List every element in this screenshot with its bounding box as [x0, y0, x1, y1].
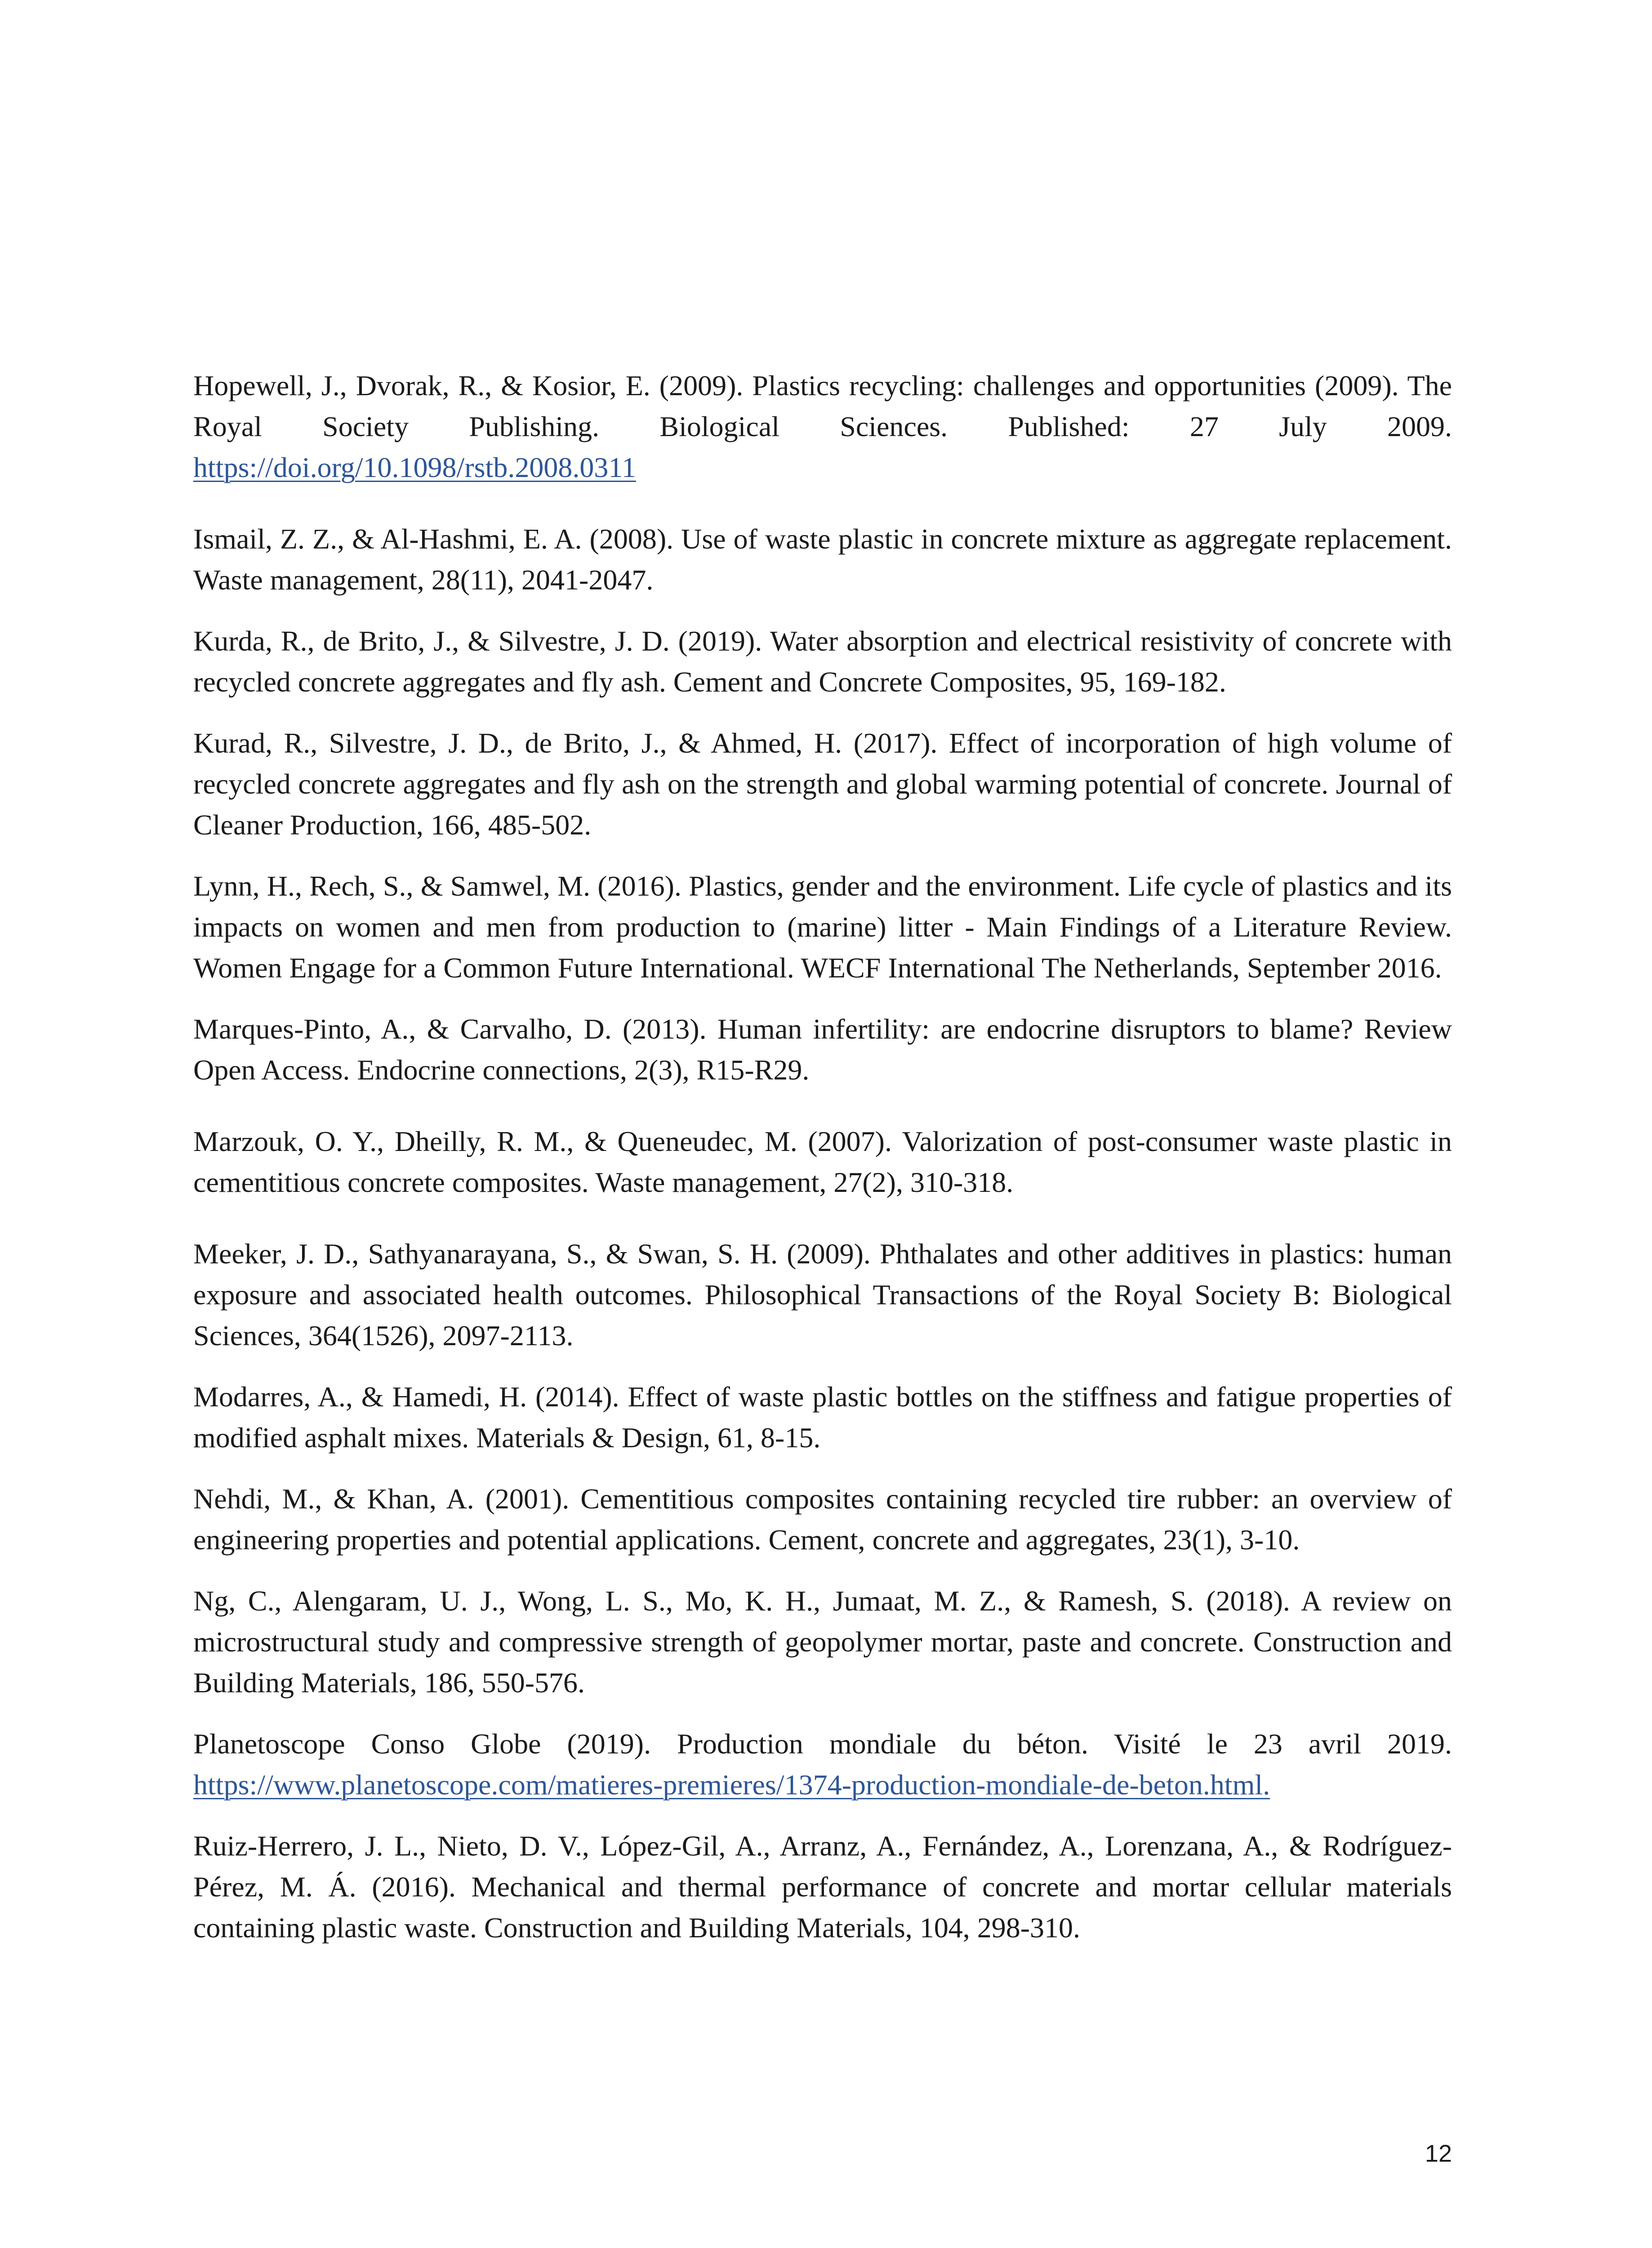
reference-text: Ismail, Z. Z., & Al-Hashmi, E. A. (2008). Use of waste plastic in concrete mixture as aggregate replacement. Waste management, 28(11), 2041-2047.	[193, 523, 1452, 596]
reference-text: Lynn, H., Rech, S., & Samwel, M. (2016). Plastics, gender and the environment. Life cycle of plastics and its impacts on women and men from production to (marine) litter - Main Findings of a Literature Review. Women Engage for a Common Future International. WECF International The Netherlands, September 2016.	[193, 870, 1452, 984]
reference-item	[193, 723, 1452, 845]
reference-text: Ng, C., Alengaram, U. J., Wong, L. S., Mo, K. H., Jumaat, M. Z., & Ramesh, S. (2018). A review on microstructural study and compressive strength of geopolymer mortar, paste and concrete. Construction and Building Materials, 186, 550-576.	[193, 1585, 1452, 1699]
reference-text: Planetoscope Conso Globe (2019). Production mondiale du béton. Visité le 23 avril 2019.	[193, 1728, 1452, 1760]
page-number: 12	[1425, 2140, 1452, 2167]
reference-list	[193, 365, 1452, 1968]
reference-text: Nehdi, M., & Khan, A. (2001). Cementitious composites containing recycled tire rubber: an overview of engineering properties and potential applications. Cement, concrete and aggregates, 23(1), 3-10.	[193, 1483, 1452, 1556]
reference-item	[193, 1478, 1452, 1560]
reference-item	[193, 620, 1452, 702]
reference-link[interactable]: https://www.planetoscope.com/matieres-premieres/1374-production-mondiale-de-beton.html.	[193, 1769, 1270, 1801]
reference-item	[193, 1825, 1452, 1948]
reference-item	[193, 865, 1452, 988]
reference-text: Marzouk, O. Y., Dheilly, R. M., & Queneudec, M. (2007). Valorization of post-consumer waste plastic in cementitious concrete composites. Waste management, 27(2), 310-318.	[193, 1125, 1452, 1198]
reference-text: Marques-Pinto, A., & Carvalho, D. (2013). Human infertility: are endocrine disruptors to blame? Review Open Access. Endocrine connections, 2(3), R15-R29.	[193, 1013, 1452, 1086]
reference-item	[193, 1580, 1452, 1703]
reference-text: Meeker, J. D., Sathyanarayana, S., & Swan, S. H. (2009). Phthalates and other additives in plastics: human exposure and associated health outcomes. Philosophical Transactions of the Royal Society B: Biological Sciences, 364(1526), 2097-2113.	[193, 1238, 1452, 1351]
reference-text: Kurda, R., de Brito, J., & Silvestre, J. D. (2019). Water absorption and electrical resistivity of concrete with recycled concrete aggregates and fly ash. Cement and Concrete Composites, 95, 169-182.	[193, 625, 1452, 698]
reference-item	[193, 518, 1452, 600]
reference-item	[193, 1233, 1452, 1356]
reference-text: Ruiz-Herrero, J. L., Nieto, D. V., López-Gil, A., Arranz, A., Fernández, A., Lorenzana, A., & Rodríguez-Pérez, M. Á. (2016). Mechanical and thermal performance of concrete and mortar cellular materials containing plastic waste. Construction and Building Materials, 104, 298-310.	[193, 1830, 1452, 1944]
reference-item	[193, 1008, 1452, 1090]
reference-link[interactable]: https://doi.org/10.1098/rstb.2008.0311	[193, 451, 636, 483]
reference-item	[193, 1121, 1452, 1203]
reference-text: Hopewell, J., Dvorak, R., & Kosior, E. (2009). Plastics recycling: challenges and opportunities (2009). The Royal Society Publishing. Biological Sciences. Published: 27 July 2009.	[193, 370, 1452, 442]
reference-item	[193, 1723, 1452, 1805]
reference-text: Kurad, R., Silvestre, J. D., de Brito, J., & Ahmed, H. (2017). Effect of incorporation of high volume of recycled concrete aggregates and fly ash on the strength and global warming potential of concrete. Journal of Cleaner Production, 166, 485-502.	[193, 727, 1452, 841]
reference-text: Modarres, A., & Hamedi, H. (2014). Effect of waste plastic bottles on the stiffness and fatigue properties of modified asphalt mixes. Materials & Design, 61, 8-15.	[193, 1381, 1452, 1454]
reference-item	[193, 1376, 1452, 1458]
reference-item	[193, 365, 1452, 488]
